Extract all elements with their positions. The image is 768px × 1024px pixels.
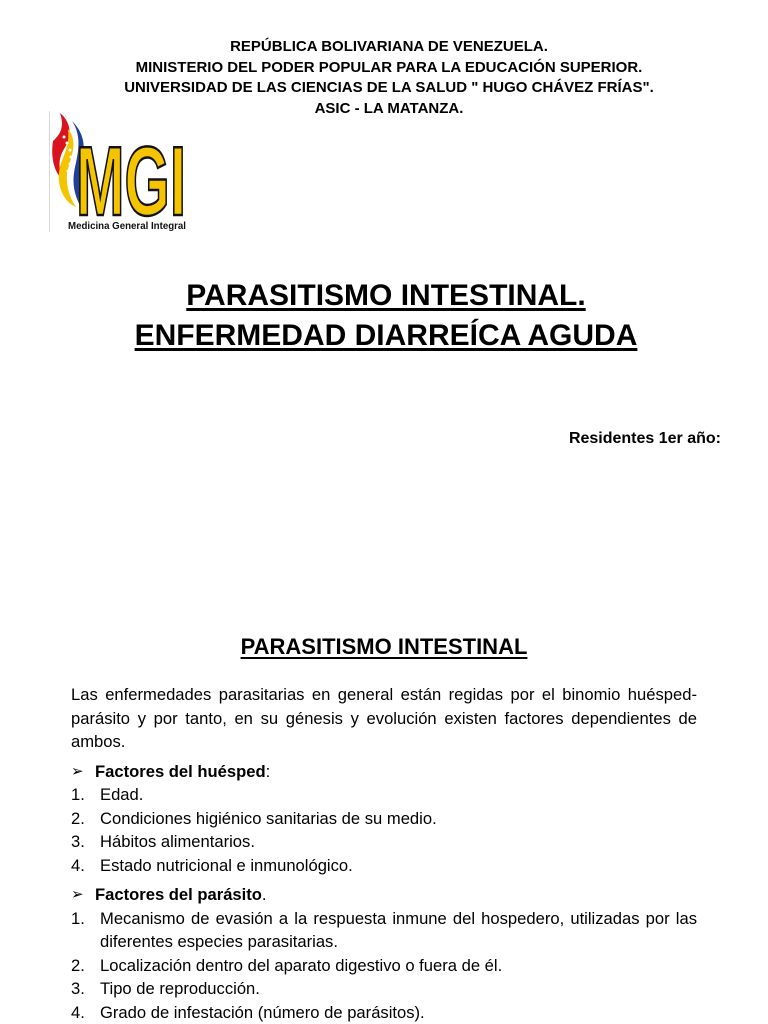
section-title-text: PARASITISMO INTESTINAL [240,634,528,659]
mgi-logo-graphic [50,111,188,232]
header-line-asic: ASIC - LA MATANZA. [314,99,464,117]
host-factors-label: Factores del huésped [95,761,266,781]
title-line-1: PARASITISMO INTESTINAL. [186,279,586,312]
list-item [71,907,697,954]
residents-label: Residentes 1er año: [568,430,721,447]
logo-caption: Medicina General Integral [68,220,187,232]
logo-mgi-text: MGI [76,126,186,232]
document-header [0,37,768,119]
list-item-text: Mecanismo de evasión a la respuesta inmune del hospedero, utilizadas por las diferentes especies parasitarias. [100,908,697,951]
list-item-number: 3. [71,979,85,998]
header-line-ministry: MINISTERIO DEL PODER POPULAR PARA LA EDUCACIÓN SUPERIOR. [135,58,643,76]
document-title [0,276,768,356]
title-line-2: ENFERMEDAD DIARREÍCA AGUDA [134,319,638,352]
list-item-number: 2. [71,808,85,828]
list-item-number: 4. [71,1002,85,1022]
list-item [71,854,697,878]
parasite-factors-list [71,907,697,1024]
bullet-arrow-icon: ➢ [71,762,84,780]
section-title [0,634,768,660]
list-item [71,783,697,807]
header-line-country: REPÚBLICA BOLIVARIANA DE VENEZUELA. [230,38,548,55]
list-item-text: Hábitos alimentarios. [100,832,255,851]
mgi-logo [49,111,188,232]
host-factors-suffix: : [265,761,271,781]
parasite-factors-label: Factores del parásito [95,885,262,904]
list-item [71,830,697,854]
bullet-arrow-icon: ➢ [71,886,84,903]
list-item [71,807,697,831]
list-item-number: 2. [71,955,85,975]
list-item-number: 1. [71,908,85,928]
parasite-factors-heading [71,883,697,907]
list-item-number: 3. [71,832,85,851]
list-item-number: 4. [71,855,85,875]
list-item [71,1001,697,1024]
header-line-university: UNIVERSIDAD DE LAS CIENCIAS DE LA SALUD " HUGO CHÁVEZ FRÍAS". [124,79,654,96]
parasite-factors-suffix: . [261,885,267,904]
host-factors-heading [71,760,697,784]
list-item-text: Estado nutricional e inmunológico. [100,855,353,875]
list-item-text: Grado de infestación (número de parásitos). [100,1002,425,1022]
intro-paragraph: Las enfermedades parasitarias en general están regidas por el binomio huésped- parásito y por tanto, en su génesis y evolución existen factores dependientes de ambos. [71,685,697,751]
list-item-text: Tipo de reproducción. [100,979,260,998]
list-item-text: Localización dentro del aparato digestivo o fuera de él. [100,955,503,975]
section-body [71,683,697,1024]
list-item-text: Condiciones higiénico sanitarias de su medio. [100,808,437,828]
list-item-number: 1. [71,785,85,804]
list-item [71,977,697,1001]
host-factors-list [71,783,697,877]
list-item-text: Edad. [100,785,144,804]
list-item [71,954,697,978]
